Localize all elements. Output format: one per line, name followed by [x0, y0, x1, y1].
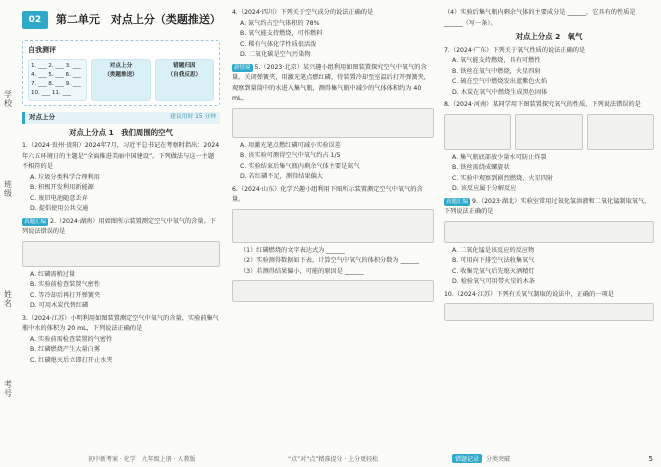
question-option: B. 实验前检查装置气密性	[30, 281, 101, 288]
topic-heading-1: 对点上分点 1 我们周围的空气	[69, 127, 173, 137]
review-mid-label: 对点上分	[109, 62, 133, 69]
question-text: 5.（2023·北京）某兴趣小组利用如图装置探究空气中氧气的含量。关闭弹簧夹，用激光笔点燃红磷，待装置冷却至室温后打开弹簧夹，观察到量筒中的水进入集气瓶，测得集气瓶中减少的气体体积约为 40 mL。	[232, 63, 430, 102]
review-mid-sub: （类题推送）	[104, 71, 138, 78]
oxygen-setup-figure	[232, 209, 434, 243]
question-7	[444, 46, 654, 99]
margin-label-class: 班级	[4, 180, 12, 198]
question-4	[232, 8, 434, 61]
question-option: A. 氧气能支持燃烧，具有可燃性	[452, 57, 541, 64]
question-option: （2）实验测得数据如下表，计算空气中氧气的体积分数为 ______	[240, 257, 420, 264]
experiment-figure	[232, 108, 434, 138]
review-mid-cell	[91, 59, 150, 101]
page-number: 5	[648, 455, 653, 463]
question-option: C. 实验中观察到剧烈燃烧、火星四射	[452, 174, 554, 182]
question-option: B. 氧气能支持燃烧，可作燃料	[240, 30, 323, 37]
question-option: （1）红磷燃烧的文字表达式为 ______	[240, 246, 345, 254]
unit-title-bar	[22, 8, 220, 32]
question-option: C. 红磷熄灭后立即打开止水夹	[30, 356, 113, 364]
question-text: 4.（2024·四川）下列关于空气成分的说法正确的是	[232, 9, 374, 16]
question-option: C. 废旧电池随意丢弃	[30, 194, 88, 202]
left-margin-strip	[0, 0, 18, 467]
review-line: 4. ___ 5. ___ 6. ___	[31, 71, 82, 78]
gas-prep-figure	[444, 221, 654, 243]
review-right-label: 错题归因	[173, 62, 196, 69]
apparatus-figure	[22, 241, 220, 267]
question-tag: 新情境	[234, 64, 251, 71]
question-2	[22, 217, 220, 312]
question-option: C. 稀有气体化学性质很活泼	[240, 40, 317, 48]
question-option: A. 二氧化锰是该反应的反应物	[452, 246, 535, 254]
column-left	[22, 8, 220, 368]
question-text: 1.（2024·贵州·贵阳）2024年7月，习近平总书记在考察时指出：2024年六五环境日的主题是“全面推进美丽中国建设”。下列做法与这一主题不相符的是	[22, 142, 220, 170]
question-text: （4）实验后集气瓶内剩余气体的主要成分是 ______，它具有的性质是 ______（写一条）。	[444, 9, 636, 27]
footer-tag: 错题记录	[452, 454, 482, 463]
review-line: 1. ___ 2. ___ 3. ___	[31, 62, 82, 69]
margin-label-school: 学校	[4, 90, 12, 108]
question-option: D. 该反应属于分解反应	[452, 185, 517, 192]
footer-left: 初中新考案 · 化学 九年级上册 · 人教版	[88, 456, 196, 463]
question-text: 8.（2024·河南）某同学用下图装置探究氧气的性质，下列说法错误的是	[444, 101, 641, 108]
question-option: A. 氮气约占空气体积的 78%	[240, 19, 320, 27]
question-6-continued	[444, 8, 654, 29]
question-tag: 真题汇编	[24, 218, 47, 225]
question-text: 10.（2024·江苏）下列有关氧气制取的说法中，正确的一项是	[444, 290, 614, 298]
topic-heading-2: 对点上分点 2 氧气	[515, 32, 583, 41]
question-option: B. 该实验可测得空气中氧气约占 1/5	[240, 152, 341, 159]
question-text: 9.（2023·湖北）实验室常用过氧化氢溶液和二氧化锰制取氧气，下列说法正确的是	[444, 197, 651, 215]
review-right-sub: （自我反思）	[167, 71, 202, 78]
question-option: D. 木炭在氧气中燃烧生成黑色固体	[452, 88, 548, 96]
question-option: （3）若测得结果偏小，可能的原因是 ______	[240, 267, 364, 275]
question-option: C. 硫在空气中燃烧发出蓝紫色火焰	[452, 78, 547, 85]
question-1	[22, 141, 220, 215]
column-middle	[232, 8, 434, 305]
section-label: 对点上分	[29, 113, 55, 122]
question-option: A. 用激光笔点燃红磷可减小实验误差	[240, 141, 341, 149]
footer-right-text: 分类突破	[486, 456, 511, 463]
self-review-title: 自我测评	[28, 46, 56, 54]
review-line: 7. ___ 8. ___ 9. ___	[31, 80, 82, 87]
self-review-box	[22, 40, 220, 106]
question-option: B. 积极开发利用新能源	[30, 184, 94, 191]
question-10	[444, 290, 654, 322]
question-option: B. 铁丝在氧气中燃烧，火星四射	[452, 67, 541, 75]
question-text: 3.（2024·江苏）小明利用如图装置测定空气中氧气的含量，实验前集气瓶中水的体积为 20 mL，下列说法正确的是	[22, 314, 219, 332]
review-right-cell	[155, 59, 214, 101]
unit-badge: 02	[22, 11, 48, 29]
question-option: B. 铁丝需绕成螺旋状	[452, 164, 510, 171]
flowchart-figure	[444, 303, 654, 321]
question-option: B. 可用向下排空气法收集氧气	[452, 257, 535, 264]
question-option: C. 收集完氧气后先熄灭酒精灯	[452, 267, 535, 275]
figure-row	[444, 114, 654, 150]
review-answer-lines	[28, 59, 87, 101]
question-option: D. 提倡使用公共交通	[30, 205, 89, 212]
question-6	[232, 185, 434, 303]
unit-title: 第二单元 对点上分（类题推送）	[55, 12, 221, 26]
section-time: 建议用时 15 分钟	[170, 114, 216, 121]
data-graph-figure	[232, 280, 434, 302]
question-option: A. 垃圾分类科学合理利用	[30, 173, 100, 181]
review-line: 10. ___ 11. ___	[31, 89, 71, 96]
figure-a	[444, 114, 511, 150]
question-option: A. 集气瓶底部放少量水可防止炸裂	[452, 153, 547, 161]
margin-label-id: 考号	[4, 380, 12, 398]
question-tag: 真题汇编	[446, 198, 469, 205]
question-option: D. 二氧化碳是空气污染物	[240, 51, 311, 58]
question-option: D. 若红磷不足，测得结果偏大	[240, 173, 323, 180]
question-text: 2.（2024·湖南）用如图所示装置测定空气中氧气的含量。下列说法错误的是	[22, 217, 216, 235]
question-option: D. 可用木炭代替红磷	[30, 302, 89, 309]
review-flow	[28, 59, 214, 101]
figure-b	[515, 114, 582, 150]
footer-middle: “点”对“点”精准提分 · 上分更轻松	[288, 456, 379, 463]
footer-right	[452, 454, 510, 463]
question-option: B. 红磷燃烧产生大量白雾	[30, 346, 101, 353]
question-option: C. 实验结束后集气瓶内剩余气体主要是氮气	[240, 162, 360, 170]
question-option: D. 检验氧气可用带火星的木条	[452, 278, 535, 285]
question-option: A. 实验前需检查装置的气密性	[30, 335, 113, 343]
section-bar	[22, 112, 220, 124]
question-option: C. 等冷却后再打开弹簧夹	[30, 291, 101, 299]
question-text: 7.（2024·广东）下列关于氧气性质的说法正确的是	[444, 46, 586, 54]
question-3	[22, 314, 220, 367]
question-8	[444, 100, 654, 195]
question-9	[444, 197, 654, 288]
question-option: A. 红磷需稍过量	[30, 270, 76, 278]
figure-c	[587, 114, 654, 150]
question-text: 6.（2024·山东）化学兴趣小组利用下图所示装置测定空气中氧气的含量。	[232, 185, 423, 203]
margin-label-name: 姓名	[4, 290, 12, 308]
column-right	[444, 8, 654, 324]
question-5	[232, 63, 434, 183]
